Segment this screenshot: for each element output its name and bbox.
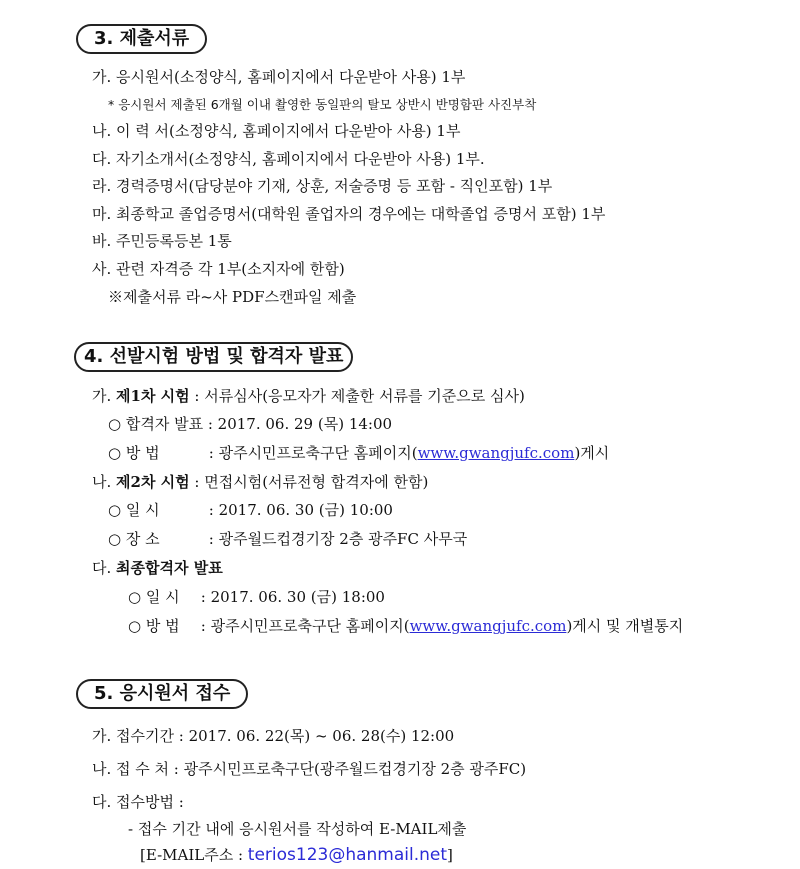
s4-first-prefix: 가. <box>92 387 117 405</box>
s4-second-place <box>108 529 467 549</box>
section-5-heading: 5. 응시원서 접수 <box>76 679 248 709</box>
homepage-link-2[interactable]: www.gwangjufc.com <box>409 617 567 635</box>
section-4-heading: 4. 선발시험 방법 및 합격자 발표 <box>74 342 353 372</box>
s4-first-method <box>108 443 609 463</box>
s5-email-line <box>140 845 453 865</box>
s4-final-method-value: : 광주시민프로축구단 홈페이지( <box>196 617 410 635</box>
s3-item-da: 다. 자기소개서(소정양식, 홈페이지에서 다운받아 사용) 1부. <box>92 150 485 168</box>
s4-second-date <box>108 500 393 520</box>
s4-second-sep: : <box>189 473 205 491</box>
s4-final-date <box>128 587 385 607</box>
s5-period: 가. 접수기간 : 2017. 06. 22(목) ~ 06. 28(수) 12:00 <box>92 727 455 745</box>
s4-final-prefix: 다. <box>92 559 117 577</box>
s4-final-method-label: ○ 방 법 <box>128 617 180 635</box>
s5-method-detail: - 접수 기간 내에 응시원서를 작성하여 E-MAIL제출 <box>128 820 467 838</box>
s4-final <box>92 558 223 578</box>
s3-item-sa: 사. 관련 자격증 각 1부(소지자에 한함) <box>92 260 345 278</box>
s3-pdf-note: ※제출서류 라~사 PDF스캔파일 제출 <box>108 288 357 306</box>
s4-first-result <box>108 414 392 434</box>
s5-method: 다. 접수방법 : <box>92 793 184 811</box>
s4-first-method-label: ○ 방 법 <box>108 444 160 462</box>
s4-final-method-tail: )게시 및 개별통지 <box>566 617 684 635</box>
s4-second-prefix: 나. <box>92 473 117 491</box>
s3-item-ba: 바. 주민등록등본 1통 <box>92 232 232 250</box>
s3-photo-note: * 응시원서 제출된 6개월 이내 촬영한 동일판의 탈모 상반시 반명함판 사진부착 <box>108 97 537 112</box>
s5-email-prefix: [E-MAIL주소 : <box>140 846 248 864</box>
s5-place: 나. 접 수 처 : 광주시민프로축구단(광주월드컵경기장 2층 광주FC) <box>92 760 527 778</box>
s3-item-na: 나. 이 력 서(소정양식, 홈페이지에서 다운받아 사용) 1부 <box>92 122 461 140</box>
s4-first-title: 제1차 시험 <box>116 387 190 405</box>
s3-item-ra: 라. 경력증명서(담당분야 기재, 상훈, 저술증명 등 포함 - 직인포함) 1부 <box>92 177 553 195</box>
s4-second-date-value: : 2017. 06. 30 (금) 10:00 <box>204 501 393 519</box>
s4-first-sep: : <box>189 387 205 405</box>
s4-first-result-value: : 2017. 06. 29 (목) 14:00 <box>203 415 393 433</box>
s4-second-desc: 면접시험(서류전형 합격자에 한함) <box>204 473 429 491</box>
s4-final-title: 최종합격자 발표 <box>116 559 223 577</box>
s4-first-method-tail: )게시 <box>574 444 610 462</box>
s4-second-place-label: ○ 장 소 <box>108 530 160 548</box>
s4-second-date-label: ○ 일 시 <box>108 501 160 519</box>
s3-item-ma: 마. 최종학교 졸업증명서(대학원 졸업자의 경우에는 대학졸업 증명서 포함) 1부 <box>92 205 606 223</box>
s4-first-desc: 서류심사(응모자가 제출한 서류를 기준으로 심사) <box>204 387 525 405</box>
s5-email-suffix: ] <box>447 846 453 864</box>
email-address-link[interactable]: terios123@hanmail.net <box>247 845 448 865</box>
homepage-link[interactable]: www.gwangjufc.com <box>417 444 575 462</box>
s3-item-ga: 가. 응시원서(소정양식, 홈페이지에서 다운받아 사용) 1부 <box>92 68 466 86</box>
s4-first-result-label: ○ 합격자 발표 <box>108 415 204 433</box>
s4-second-place-value: : 광주월드컵경기장 2층 광주FC 사무국 <box>204 530 468 548</box>
s4-final-date-value: : 2017. 06. 30 (금) 18:00 <box>196 588 385 606</box>
s4-second-title: 제2차 시험 <box>116 473 190 491</box>
s4-first-method-value: : 광주시민프로축구단 홈페이지( <box>204 444 418 462</box>
section-3-heading: 3. 제출서류 <box>76 24 207 54</box>
s4-final-date-label: ○ 일 시 <box>128 588 180 606</box>
s4-final-method <box>128 616 683 636</box>
s4-first-exam <box>92 386 525 406</box>
s4-second-exam <box>92 472 428 492</box>
